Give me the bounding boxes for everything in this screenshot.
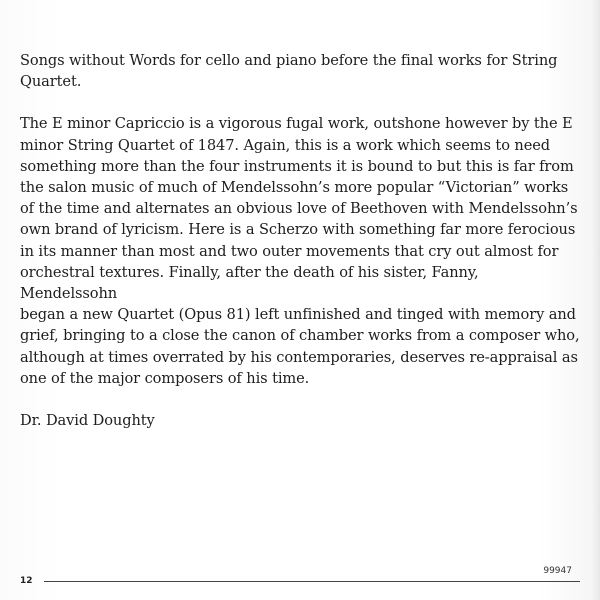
author-signature: Dr. David Doughty bbox=[20, 412, 155, 430]
paragraph-intro: Songs without Words for cello and piano before the final works for String Quartet. bbox=[20, 52, 558, 91]
page-number: 12 bbox=[20, 576, 33, 586]
article-body bbox=[20, 50, 580, 452]
page-edge-shadow bbox=[592, 0, 600, 600]
page-footer bbox=[20, 566, 580, 590]
catalog-number: 99947 bbox=[543, 566, 572, 576]
footer-divider bbox=[44, 581, 580, 582]
paragraph-main: The E minor Capriccio is a vigorous fugal work, outshone however by the E minor String Quartet of 1847. Again, this is a work which seems to need something more than the four instruments it is bound to but this is far from the salon music of much of Mendelssohn’s more popular “Victorian” works of the time and alternates an obvious love of Beethoven with Mendelssohn’s own brand of lyricism. Here is a Scherzo with something far more ferocious in its manner than most and two outer movements that cry out almost for orchestral textures. Finally, after the death of his sister, Fanny, Mendelssohn began a new Quartet (Opus 81) left unfinished and tinged with memory and grief, bringing to a close the canon of chamber works from a composer who, although at times overrated by his contemporaries, deserves re-appraisal as one of the major composers of his time. bbox=[20, 115, 580, 387]
